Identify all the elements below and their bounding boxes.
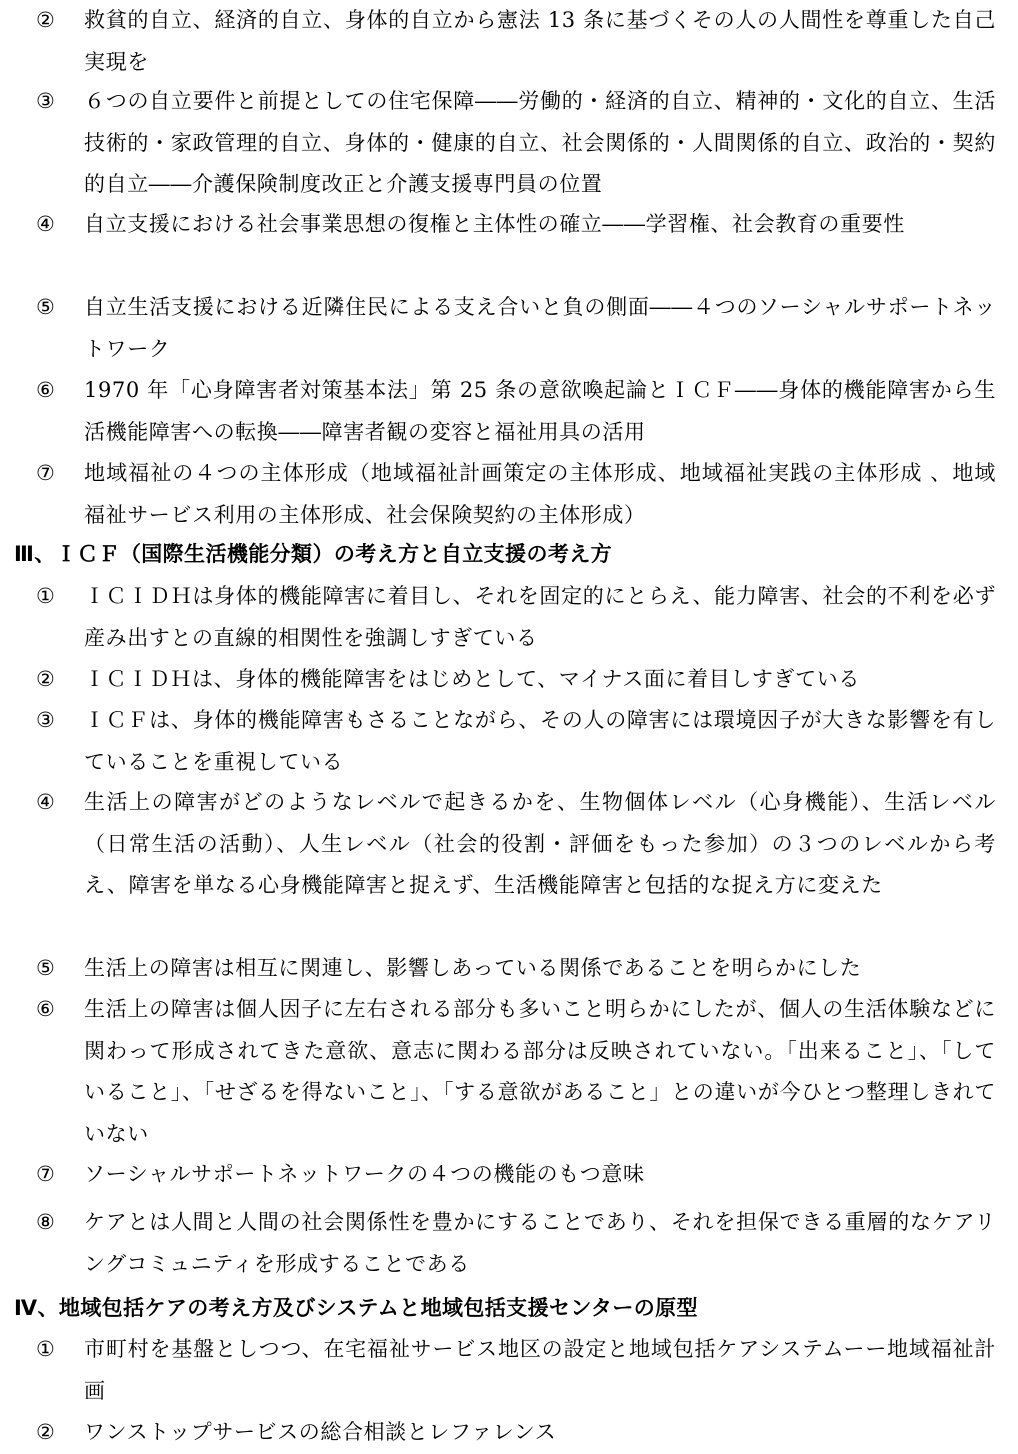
- item-number: ⑧: [36, 1210, 56, 1234]
- item-text: ＩＣＦは、身体的機能障害もさることながら、その人の障害には環境因子が大きな影響を有していることを重視している: [84, 708, 996, 774]
- list-item: [36, 370, 996, 453]
- list-item: [36, 1329, 996, 1412]
- item-text: ＩＣＩＤＨは身体的機能障害に着目し、それを固定的にとらえ、能力障害、社会的不利を必ず産み出すとの直線的相関性を強調しすぎている: [84, 584, 996, 650]
- list-item: [36, 700, 996, 783]
- item-text: ケアとは人間と人間の社会関係性を豊かにすることであり、それを担保できる重層的なケアリングコミュニティを形成することである: [84, 1210, 996, 1276]
- item-text: 自立生活支援における近隣住民による支え合いと負の側面――４つのソーシャルサポートネットワーク: [84, 295, 996, 361]
- list-item: [36, 81, 996, 206]
- item-text: 救貧的自立、経済的自立、身体的自立から憲法 13 条に基づくその人の人間性を尊重した自己実現を: [84, 8, 996, 74]
- item-number: ⑦: [36, 1162, 56, 1186]
- list-item: [36, 659, 996, 701]
- item-text: 生活上の障害は相互に関連し、影響しあっている関係であることを明らかにした: [84, 956, 862, 980]
- item-text: ＩＣＩＤＨは、身体的機能障害をはじめとして、マイナス面に着目しすぎている: [84, 667, 860, 691]
- list-item: [36, 204, 996, 246]
- item-text: 自立支援における社会事業思想の復権と主体性の確立――学習権、社会教育の重要性: [84, 212, 905, 236]
- item-text: ワンストップサービスの総合相談とレファレンス: [84, 1420, 557, 1444]
- item-number: ①: [36, 584, 56, 608]
- item-number: ⑤: [36, 956, 56, 980]
- list-item: [36, 1202, 996, 1285]
- item-number: ⑤: [36, 295, 56, 319]
- item-number: ④: [36, 790, 56, 814]
- item-number: ⑥: [36, 378, 56, 402]
- item-number: ③: [36, 708, 56, 732]
- item-text: 1970 年「心身障害者対策基本法」第 25 条の意欲喚起論とＩＣＦ――身体的機能障害から生活機能障害への転換――障害者観の変容と福祉用具の活用: [84, 378, 996, 444]
- list-item: [36, 948, 996, 990]
- item-text: 地域福祉の４つの主体形成（地域福祉計画策定の主体形成、地域福祉実践の主体形成 、地域福祉サービス利用の主体形成、社会保険契約の主体形成）: [84, 461, 996, 527]
- item-number: ②: [36, 667, 56, 691]
- list-item: [36, 1154, 996, 1196]
- item-number: ②: [36, 1420, 56, 1444]
- item-number: ③: [36, 89, 56, 113]
- item-number: ④: [36, 212, 56, 236]
- item-text: 市町村を基盤としつつ、在宅福祉サービス地区の設定と地域包括ケアシステムーー地域福祉計画: [84, 1337, 996, 1403]
- item-number: ⑥: [36, 997, 56, 1021]
- item-number: ①: [36, 1337, 56, 1361]
- item-number: ②: [36, 8, 56, 32]
- item-text: ソーシャルサポートネットワークの４つの機能のもつ意味: [84, 1162, 645, 1186]
- item-text: 生活上の障害は個人因子に左右される部分も多いこと明らかにしたが、個人の生活体験などに関わって形成されてきた意欲、意志に関わる部分は反映されていない。「出来ること」、「していること」、「せざるを得ないこと」、「する意欲があること」との違いが今ひとつ整理しきれていない: [84, 997, 996, 1146]
- list-item: [36, 576, 996, 659]
- list-item: [36, 989, 996, 1155]
- item-number: ⑦: [36, 461, 56, 485]
- section-heading: Ⅳ、地域包括ケアの考え方及びシステムと地域包括支援センターの原型: [14, 1296, 698, 1320]
- list-item: [36, 782, 996, 907]
- list-item: [36, 453, 996, 536]
- list-item: [36, 0, 996, 83]
- item-text: ６つの自立要件と前提としての住宅保障――労働的・経済的自立、精神的・文化的自立、生活技術的・家政管理的自立、身体的・健康的自立、社会関係的・人間関係的自立、政治的・契約的自立――介護保険制度改正と介護支援専門員の位置: [84, 89, 996, 196]
- list-item: [36, 287, 996, 370]
- item-text: 生活上の障害がどのようなレベルで起きるかを、生物個体レベル（心身機能）、生活レベル（日常生活の活動）、人生レベル（社会的役割・評価をもった参加）の３つのレベルから考え、障害を単なる心身機能障害と捉えず、生活機能障害と包括的な捉え方に変えた: [84, 790, 996, 897]
- list-item: [36, 1412, 996, 1454]
- section-heading: Ⅲ、ＩＣＦ（国際生活機能分類）の考え方と自立支援の考え方: [14, 542, 613, 566]
